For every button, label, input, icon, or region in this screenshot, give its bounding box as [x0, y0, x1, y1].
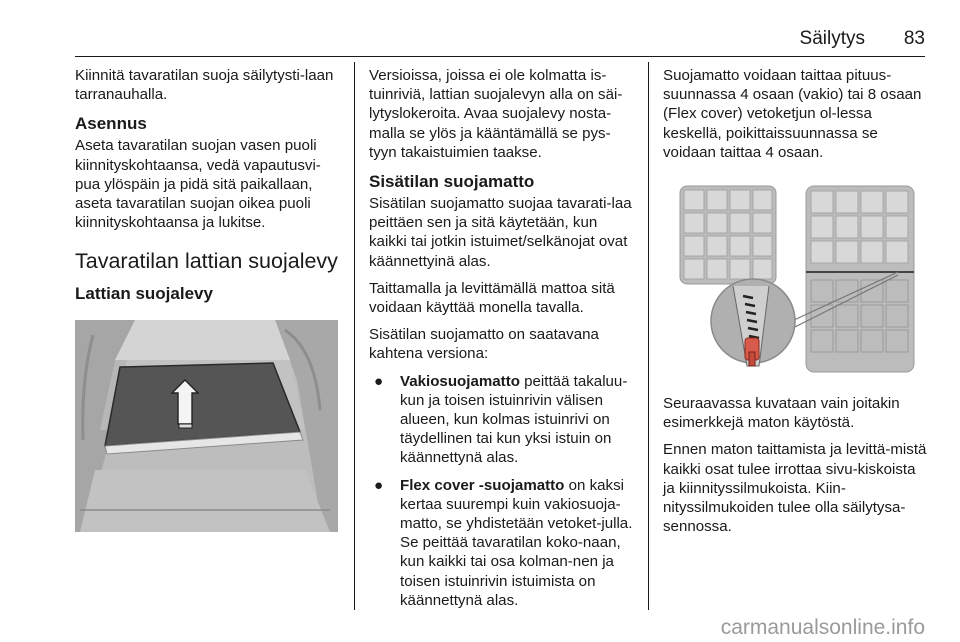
- heading-interior-mat: Sisätilan suojamatto: [369, 172, 535, 192]
- paragraph: Suojamatto voidaan taittaa pituus-suunnassa 4 osaan (vakio) tai 8 osaan (Flex cover) vetoketjun ol-lessa keskellä, poikittaissuunnassa se voidaan taittaa 4 osaan.: [663, 67, 922, 161]
- mat-versions-list: [369, 372, 637, 610]
- column-divider-2: [648, 62, 649, 610]
- column-1: [75, 66, 343, 306]
- list-text: peittää takaluu-kun ja toisen istuinrivin välisen alueen, kun kolmas istuinrivi on täydellinen tai kun yksi istuin on käännettynä alas.: [400, 372, 628, 467]
- paragraph: Versioissa, joissa ei ole kolmatta is-tuinriviä, lattian suojalevyn alla on säi-lytyslokeroita. Avaa suojalevy nosta-malla se ylös ja kääntämällä se pys-tyyn takaistuimien taakse.: [369, 67, 623, 161]
- heading-floor-cover: Tavaratilan lattian suojalevy: [75, 249, 338, 274]
- page-header: [75, 20, 925, 50]
- bullet-icon: ●: [374, 476, 384, 494]
- folding-mat-zipper-illustration: [663, 176, 925, 380]
- list-item: [369, 476, 637, 610]
- paragraph: Ennen maton taittamista ja levittä-mistä kaikki osat tulee irrottaa sivu-kiskoista ja kiinnityssilmukoista. Kiin-nityssilmukoiden tulee olla säilytysa-sennossa.: [663, 441, 927, 536]
- column-2: [369, 66, 637, 618]
- column-3: [663, 66, 928, 544]
- paragraph: Sisätilan suojamatto on saatavana kahtena versiona:: [369, 326, 599, 363]
- page-number: 83: [903, 28, 925, 49]
- header-rule: [75, 56, 925, 57]
- paragraph: Aseta tavaratilan suojan vasen puoli kiinnityskohtaansa, vedä vapautusvi-pua ylöspäin ja pidä sitä paikallaan, aseta tavaratilan suojan oikea puoli kiinnityskohtaansa ja lukitse.: [75, 137, 321, 232]
- paragraph: Taittamalla ja levittämällä mattoa sitä voidaan käyttää monella tavalla.: [369, 279, 615, 317]
- column-divider-1: [354, 62, 355, 610]
- paragraph: Seuraavassa kuvataan vain joitakin esimerkkejä maton käytöstä.: [663, 395, 900, 432]
- list-term: Vakiosuojamatto: [400, 372, 520, 390]
- heading-installation: Asennus: [75, 114, 147, 134]
- paragraph: Kiinnitä tavaratilan suoja säilytysti-laan tarranauhalla.: [75, 67, 334, 104]
- paragraph: Sisätilan suojamatto suojaa tavarati-laa peittäen sen ja sitä käytetään, kun kaikki tai jotkin istuimet/selkänojat ovat käännettyinä alas.: [369, 195, 632, 270]
- watermark: carmanualsonline.info: [720, 616, 925, 639]
- list-item: [369, 372, 637, 468]
- cargo-floor-cover-illustration: [75, 320, 338, 532]
- subheading-floor-cover: Lattian suojalevy: [75, 284, 213, 304]
- list-term: Flex cover -suojamatto: [400, 476, 565, 494]
- section-title: Säilytys: [799, 28, 865, 49]
- bullet-icon: ●: [374, 372, 384, 390]
- list-text: on kaksi kertaa suurempi kuin vakiosuoja-matto, se yhdistetään vetoket-julla. Se peittää tavaratilan koko-naan, kun kaikki tai osa kolman-nen ja toisen istuinrivin istuimista on käännettynä alas.: [400, 476, 633, 609]
